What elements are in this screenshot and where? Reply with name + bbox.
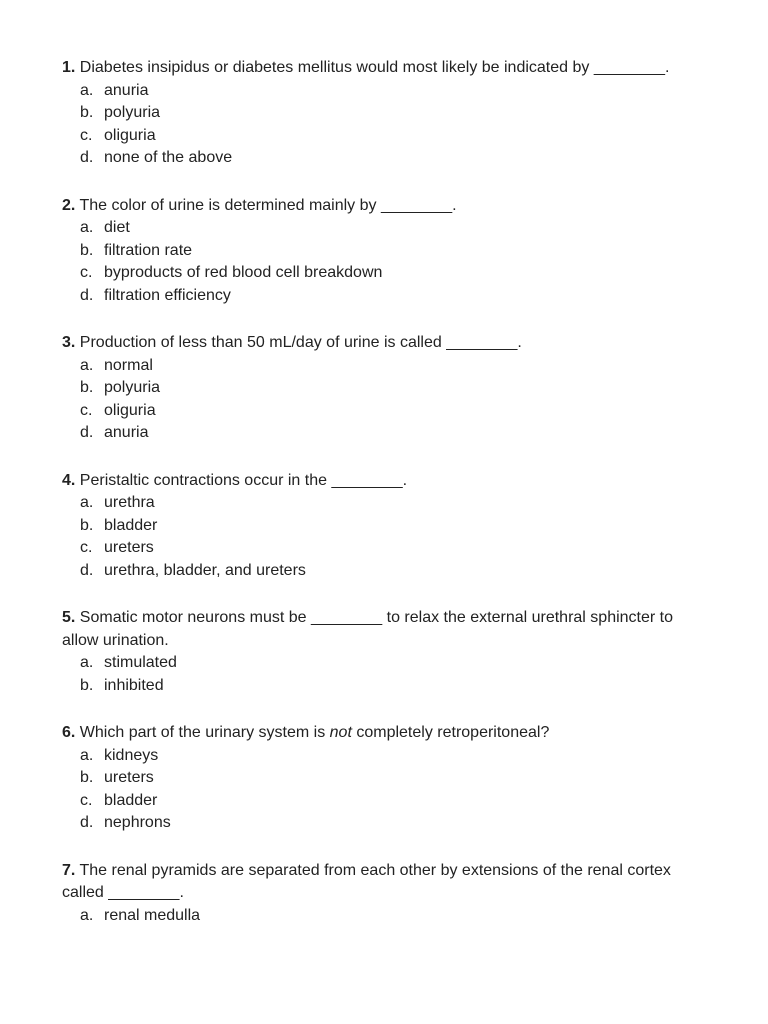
answer-option [62,560,712,583]
question-3 [62,332,712,445]
question-number: 6. [62,724,76,741]
question-4 [62,470,712,583]
option-text: anuria [104,81,149,99]
option-letter: d. [80,286,94,304]
answer-option [62,80,712,103]
option-text: nephrons [104,814,171,831]
option-text: urethra [104,494,155,511]
question-text: Peristaltic contractions occur in the ________. [79,471,408,489]
question-text: Production of less than 50 mL/day of urine is called ________. [79,334,522,351]
option-letter: a. [80,654,94,671]
answer-option [62,400,712,423]
answer-options [62,355,712,445]
option-text: stimulated [104,654,177,671]
option-text: inhibited [104,676,164,694]
question-stem [62,470,712,493]
option-text: bladder [104,516,158,534]
answer-options [62,492,712,582]
option-letter: d. [80,149,94,166]
option-letter: c. [80,126,93,144]
question-stem [62,860,712,905]
question-number: 1. [62,59,76,76]
question-number: 4. [62,471,76,489]
option-text: diet [104,219,130,236]
answer-option [62,217,712,240]
option-letter: a. [80,356,94,374]
question-number: 3. [62,334,76,351]
answer-option [62,812,712,835]
question-number: 5. [62,609,76,626]
option-text: kidneys [104,746,159,764]
answer-option [62,790,712,813]
question-text: Diabetes insipidus or diabetes mellitus would most likely be indicated by ________. [79,59,670,76]
answer-option [62,355,712,378]
option-letter: b. [80,769,94,786]
option-text: ureters [104,769,154,786]
answer-option [62,422,712,445]
option-letter: a. [80,746,94,764]
option-letter: a. [80,219,94,236]
answer-option [62,905,712,928]
option-text: filtration efficiency [104,286,231,304]
answer-option [62,652,712,675]
question-text: The renal pyramids are separated from each other by extensions of the renal cortex called ________. [62,861,671,901]
option-letter: b. [80,104,94,121]
option-text: none of the above [104,149,233,166]
question-7 [62,860,712,928]
option-text: urethra, bladder, and ureters [104,561,306,579]
question-2 [62,195,712,308]
option-letter: b. [80,241,94,259]
answer-option [62,675,712,698]
answer-option [62,492,712,515]
question-stem [62,607,712,652]
answer-option [62,240,712,263]
option-text: filtration rate [104,241,193,259]
question-text-emphasis: not [329,724,352,741]
question-number: 2. [62,196,76,214]
option-letter: c. [80,791,93,809]
question-1 [62,57,712,170]
answer-options [62,745,712,835]
option-text: renal medulla [104,906,201,924]
answer-option [62,102,712,125]
answer-options [62,217,712,307]
option-text: oliguria [104,401,156,419]
option-letter: b. [80,516,94,534]
answer-option [62,285,712,308]
option-letter: a. [80,81,94,99]
option-letter: d. [80,424,94,441]
option-text: polyuria [104,104,161,121]
question-text-before: Which part of the urinary system is [79,724,330,741]
option-text: bladder [104,791,158,809]
answer-option [62,745,712,768]
option-text: byproducts of red blood cell breakdown [104,264,383,281]
option-text: ureters [104,539,154,556]
question-number: 7. [62,861,76,879]
answer-option [62,537,712,560]
question-text: Somatic motor neurons must be ________ to relax the external urethral sphincter to allow urination. [62,609,674,649]
answer-option [62,767,712,790]
option-text: anuria [104,424,149,441]
option-letter: a. [80,494,94,511]
answer-option [62,377,712,400]
answer-options [62,905,712,928]
answer-option [62,515,712,538]
answer-options [62,80,712,170]
question-5 [62,607,712,697]
answer-option [62,147,712,170]
option-letter: c. [80,401,93,419]
answer-option [62,262,712,285]
question-stem [62,57,712,80]
option-text: oliguria [104,126,156,144]
question-stem [62,195,712,218]
option-letter: a. [80,906,94,924]
option-text: polyuria [104,379,161,396]
question-6 [62,722,712,835]
option-letter: c. [80,264,93,281]
answer-option [62,125,712,148]
option-letter: b. [80,676,94,694]
question-text-after: completely retroperitoneal? [351,724,550,741]
option-letter: c. [80,539,93,556]
answer-options [62,652,712,697]
worksheet-page [62,57,712,952]
option-text: normal [104,356,153,374]
question-text: The color of urine is determined mainly by ________. [79,196,457,214]
option-letter: d. [80,561,94,579]
option-letter: d. [80,814,94,831]
question-stem [62,722,712,745]
question-stem [62,332,712,355]
option-letter: b. [80,379,94,396]
